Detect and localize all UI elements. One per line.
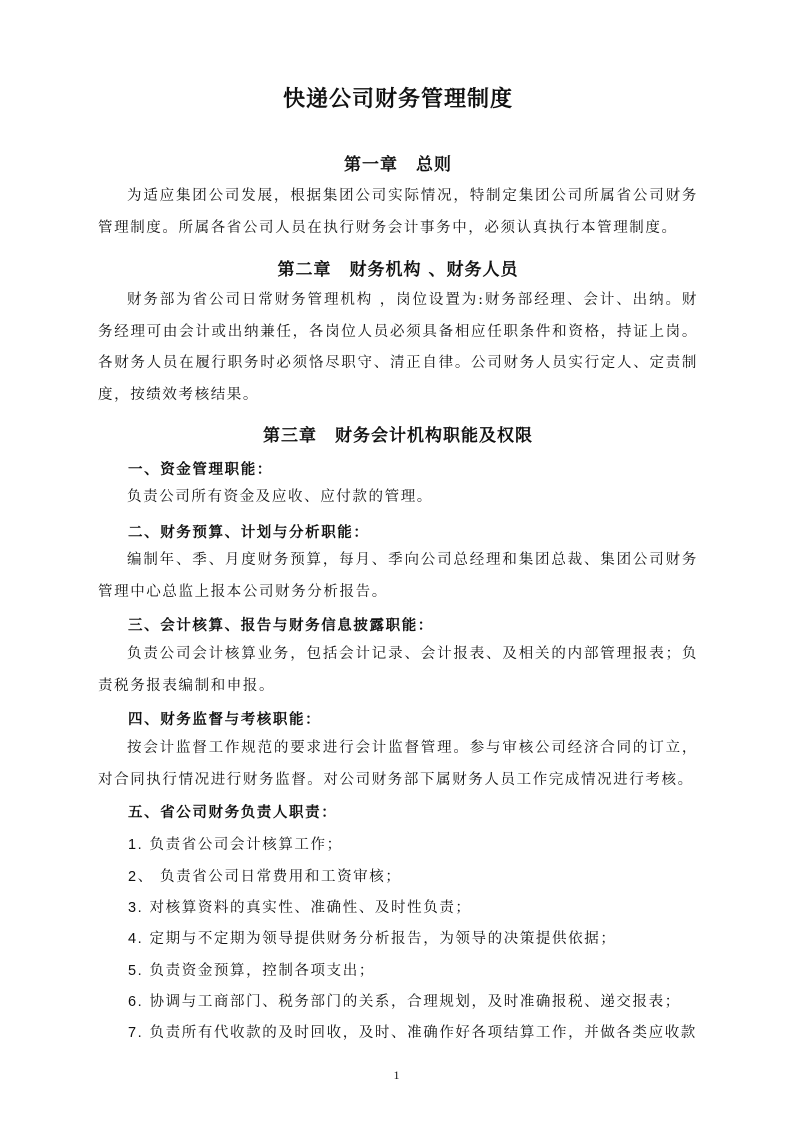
duty-item	[128, 990, 681, 1011]
chapter-1-paragraph: 为适应集团公司发展，根据集团公司实际情况，特制定集团公司所属省公司财务管理制度。所属各省公司人员在执行财务会计事务中，必须认真执行本管理制度。	[98, 188, 698, 236]
chapter-2-paragraph: 财务部为省公司日常财务管理机构 ，岗位设置为:财务部经理、会计、出纳。财务经理可由会计或出纳兼任，各岗位人员必须具备相应任职条件和资格，持证上岗。各财务人员在履行职务时必须恪尽职守、清正自律。公司财务人员实行定人、定责制度，按绩效考核结果。	[98, 292, 698, 403]
section-1-text: 负责公司所有资金及应收、应付款的管理。	[127, 489, 433, 505]
chapter-1-heading: 第一章 总则	[344, 155, 452, 175]
duty-item	[128, 833, 343, 854]
duty-text: 负责省公司日常费用和工资审核；	[159, 869, 402, 885]
duty-number: 5.	[128, 963, 144, 979]
duty-text: 负责所有代收款的及时回收，及时、准确作好各项结算工作，并做各类应收款	[149, 1025, 697, 1041]
chapter-2-heading: 第二章 财务机构 、财务人员	[277, 260, 519, 280]
document-title: 快递公司财务管理制度	[282, 86, 513, 112]
section-3-text: 负责公司会计核算业务，包括会计记录、会计报表、及相关的内部管理报表；负责税务报表编制和申报。	[98, 646, 698, 694]
duty-item	[128, 896, 472, 917]
duty-text: 负责省公司会计核算工作；	[149, 837, 343, 853]
duty-item	[128, 927, 616, 948]
duty-item	[128, 865, 401, 886]
duty-item	[128, 1021, 697, 1042]
section-1-heading: 一、资金管理职能：	[128, 461, 273, 478]
duty-text: 负责资金预算，控制各项支出；	[149, 963, 375, 979]
page-number: 1	[393, 1068, 400, 1082]
duty-number: 7.	[128, 1025, 144, 1041]
section-2-heading: 二、财务预算、计划与分析职能：	[128, 524, 370, 541]
section-4-heading: 四、财务监督与考核职能：	[128, 711, 322, 728]
duty-item	[128, 959, 375, 980]
section-3-heading: 三、会计核算、报告与财务信息披露职能：	[128, 617, 434, 634]
duty-number: 6.	[128, 994, 144, 1010]
section-2-text: 编制年、季、月度财务预算，每月、季向公司总经理和集团总裁、集团公司财务管理中心总监上报本公司财务分析报告。	[98, 552, 698, 600]
duty-number: 4.	[128, 931, 144, 947]
chapter-3-heading: 第三章 财务会计机构职能及权限	[263, 426, 533, 446]
duty-text: 对核算资料的真实性、准确性、及时性负责；	[149, 900, 472, 916]
duty-number: 2、	[128, 869, 154, 885]
duty-text: 协调与工商部门、税务部门的关系，合理规划，及时准确报税、递交报表；	[149, 994, 681, 1010]
duty-text: 定期与不定期为领导提供财务分析报告，为领导的决策提供依据；	[149, 931, 617, 947]
section-4-text: 按会计监督工作规范的要求进行会计监督管理。参与审核公司经济合同的订立，对合同执行情况进行财务监督。对公司财务部下属财务人员工作完成情况进行考核。	[98, 740, 698, 788]
duty-number: 1.	[128, 837, 144, 853]
duty-number: 3.	[128, 900, 144, 916]
section-5-heading: 五、省公司财务负责人职责：	[128, 804, 338, 821]
document-page	[98, 0, 698, 1122]
